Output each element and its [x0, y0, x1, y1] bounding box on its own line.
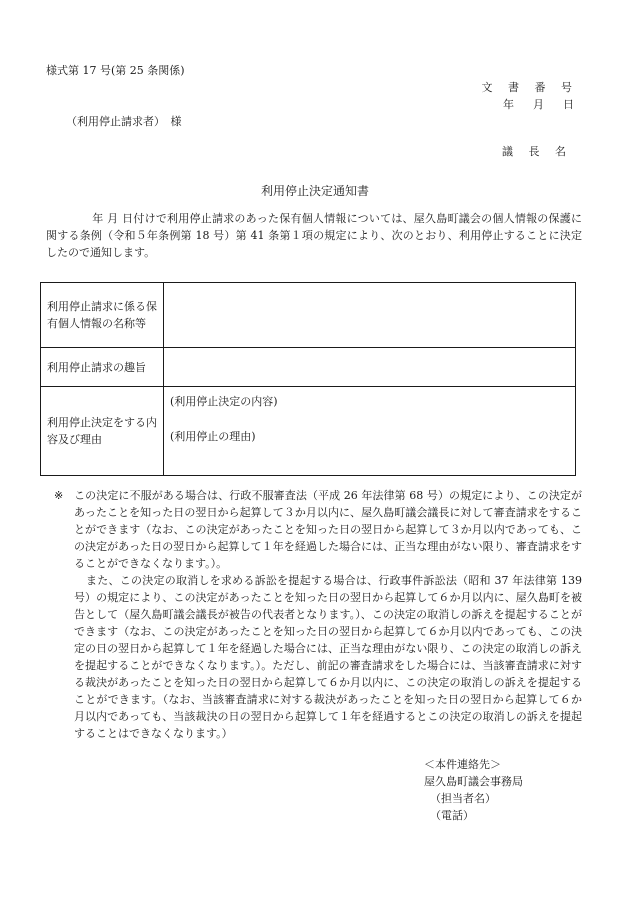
form-number: 様式第 17 号(第 25 条関係)	[46, 64, 185, 77]
table-row	[41, 387, 576, 476]
row1-label: 利用停止請求に係る保有個人情報の名称等	[41, 283, 164, 348]
contact-heading: ＜本件連絡先＞	[424, 758, 501, 771]
table-row	[41, 348, 576, 387]
decision-reason-label: (利用停止の理由)	[170, 430, 256, 443]
row3-label: 利用停止決定をする内容及び理由	[41, 387, 164, 476]
document-title: 利用停止決定通知書	[260, 184, 369, 198]
row1-content	[164, 283, 576, 348]
body-paragraph	[46, 210, 582, 261]
row2-content	[164, 348, 576, 387]
contact-phone: （電話）	[430, 809, 474, 822]
note-mark: ※	[54, 489, 64, 502]
document-number: 文 書 番 号	[481, 81, 578, 94]
note-appeal	[54, 487, 582, 572]
row3-content	[164, 387, 576, 476]
decision-table	[40, 282, 576, 476]
row2-label: 利用停止請求の趣旨	[41, 348, 164, 387]
notes-section	[54, 487, 582, 742]
contact-person: （担当者名）	[430, 792, 496, 805]
decision-content-label: (利用停止決定の内容)	[170, 395, 278, 408]
document-date: 年 月 日	[503, 98, 578, 111]
note-appeal-text: この決定に不服がある場合は、行政不服審査法（平成 26 年法律第 68 号）の規定により、この決定があったことを知った日の翌日から起算して３か月以内に、屋久島町議会議長に対して審査請求をすることができます（なお、この決定があったことを知った日の翌日から起算して３か月以内であっても、この決定があった日の翌日から起算して１年を経過した場合には、正当な理由がない限り、審査請求をすることができなくなります。）。	[74, 489, 582, 570]
contact-block	[424, 756, 523, 824]
contact-office: 屋久島町議会事務局	[424, 775, 523, 788]
body-text: 年 月 日付けで利用停止請求のあった保有個人情報については、屋久島町議会の個人情報の保護に関する条例（令和５年条例第 18 号）第 41 条第１項の規定により、次のとおり、利用停止することに決定したので通知します。	[46, 212, 582, 259]
chair-name: 議 長 名	[502, 145, 572, 158]
addressee: （利用停止請求者） 様	[66, 115, 182, 128]
note-lawsuit: また、この決定の取消しを求める訴訟を提起する場合は、行政事件訴訟法（昭和 37 年法律第 139 号）の規定により、この決定があったことを知った日の翌日から起算して６か月以内に、屋久島町を被告として（屋久島町議会議長が被告の代表者となります。）、この決定の取消しの訴えを提起することができます（なお、この決定があったことを知った日の翌日から起算して６か月以内であっても、この決定の日の翌日から起算して１年を経過した場合には、正当な理由がない限り、この決定の取消しの訴えを提起することができなくなります。）。ただし、前記の審査請求をした場合には、当該審査請求に対する裁決があったことを知った日の翌日から起算して６か月以内に、この決定の取消しの訴えを提起することができます。（なお、当該審査請求に対する裁決があったことを知った日の翌日から起算して６か月以内であっても、当該裁決の日の翌日から起算して１年を経過するとこの決定の取消しの訴えを提起することはできなくなります。）	[74, 574, 582, 740]
table-row	[41, 283, 576, 348]
